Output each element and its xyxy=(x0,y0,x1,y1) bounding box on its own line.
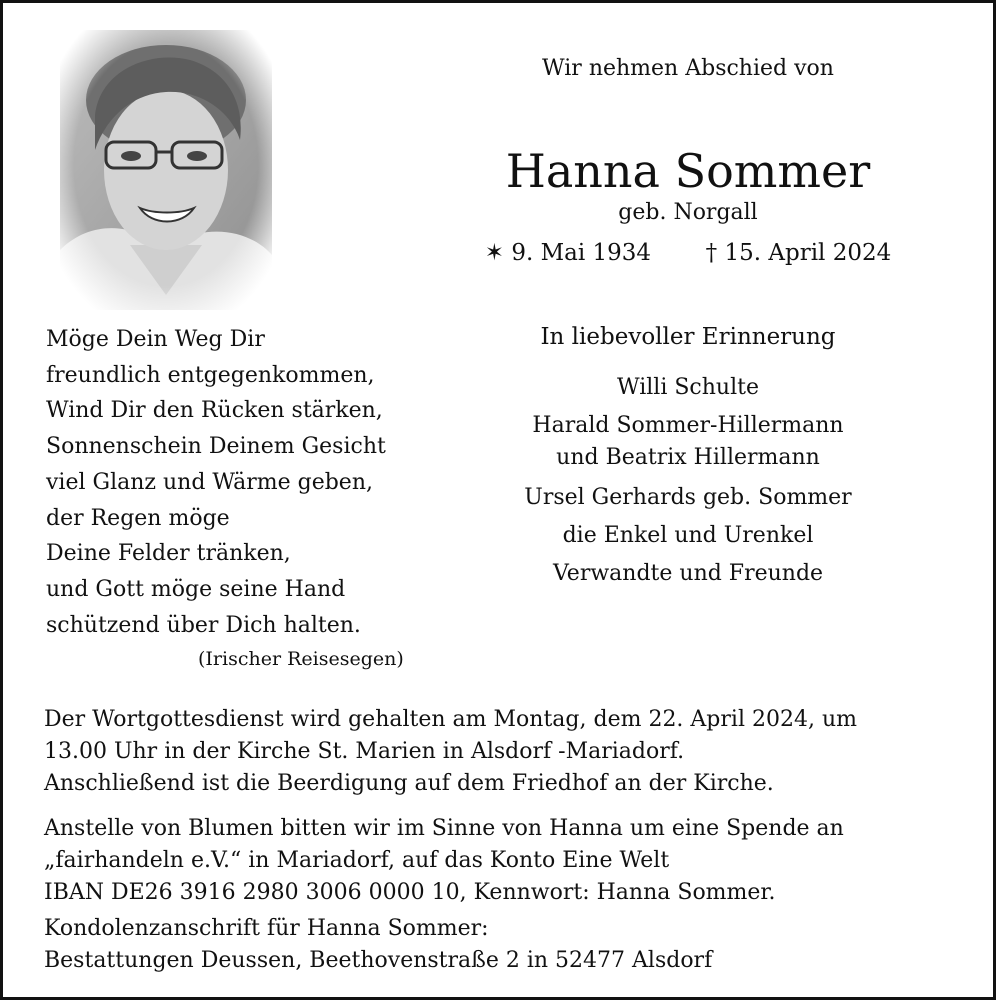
poem-line: Wind Dir den Rücken stärken, xyxy=(46,398,383,424)
poem-line: Sonnenschein Deinem Gesicht xyxy=(46,434,386,460)
death-date: 15. April 2024 xyxy=(724,240,892,266)
mourner-entry xyxy=(440,482,936,513)
poem-line: Möge Dein Weg Dir xyxy=(46,327,265,352)
service-line: Anschließend ist die Beerdigung auf dem Friedhof an der Kirche. xyxy=(44,771,774,796)
poem xyxy=(46,322,426,643)
poem-line: der Regen möge xyxy=(46,505,230,531)
birth-symbol: ✶ xyxy=(484,240,505,266)
memory-heading: In liebevoller Erinnerung xyxy=(540,324,836,350)
farewell-intro: Wir nehmen Abschied von xyxy=(542,56,834,81)
mourner-name: Harald Sommer-Hillermann xyxy=(532,413,844,438)
donation-line: Anstelle von Blumen bitten wir im Sinne von Hanna um eine Spende an xyxy=(44,816,844,841)
poem-source: (Irischer Reisesegen) xyxy=(198,648,404,670)
poem-line: und Gott möge seine Hand xyxy=(46,576,346,602)
mourner-entry xyxy=(440,410,936,474)
mourner-entry xyxy=(440,372,936,403)
portrait-photo xyxy=(60,30,272,310)
donation-line: IBAN DE26 3916 2980 3006 0000 10, Kennwort: Hanna Sommer. xyxy=(44,880,776,905)
deceased-name: Hanna Sommer xyxy=(505,144,871,198)
mourner-name: Willi Schulte xyxy=(617,375,759,400)
service-line: Der Wortgottesdienst wird gehalten am Montag, dem 22. April 2024, um xyxy=(44,707,857,732)
mourner-name: und Beatrix Hillermann xyxy=(556,445,820,470)
condolence-address xyxy=(44,913,944,977)
mourners-list xyxy=(440,372,936,596)
mourner-name: Verwandte und Freunde xyxy=(552,561,824,586)
maiden-name: geb. Norgall xyxy=(618,200,758,225)
donation-info xyxy=(44,813,944,909)
life-dates xyxy=(440,240,936,266)
mourner-name: die Enkel und Urenkel xyxy=(562,523,814,548)
death-symbol: † xyxy=(705,240,718,266)
mourner-name: Ursel Gerhards geb. Sommer xyxy=(524,485,852,510)
service-info xyxy=(44,704,944,800)
condolence-line: Bestattungen Deussen, Beethovenstraße 2 in 52477 Alsdorf xyxy=(44,948,713,973)
birth-date: 9. Mai 1934 xyxy=(511,240,652,266)
donation-line: „fairhandeln e.V.“ in Mariadorf, auf das Konto Eine Welt xyxy=(44,848,670,873)
poem-line: viel Glanz und Wärme geben, xyxy=(46,469,373,495)
poem-line: freundlich entgegenkommen, xyxy=(46,362,375,388)
mourner-entry xyxy=(440,520,936,551)
mourner-entry xyxy=(440,558,936,589)
condolence-line: Kondolenzanschrift für Hanna Sommer: xyxy=(44,916,489,941)
service-line: 13.00 Uhr in der Kirche St. Marien in Alsdorf -Mariadorf. xyxy=(44,739,685,764)
poem-line: schützend über Dich halten. xyxy=(46,612,361,638)
poem-line: Deine Felder tränken, xyxy=(46,541,291,567)
